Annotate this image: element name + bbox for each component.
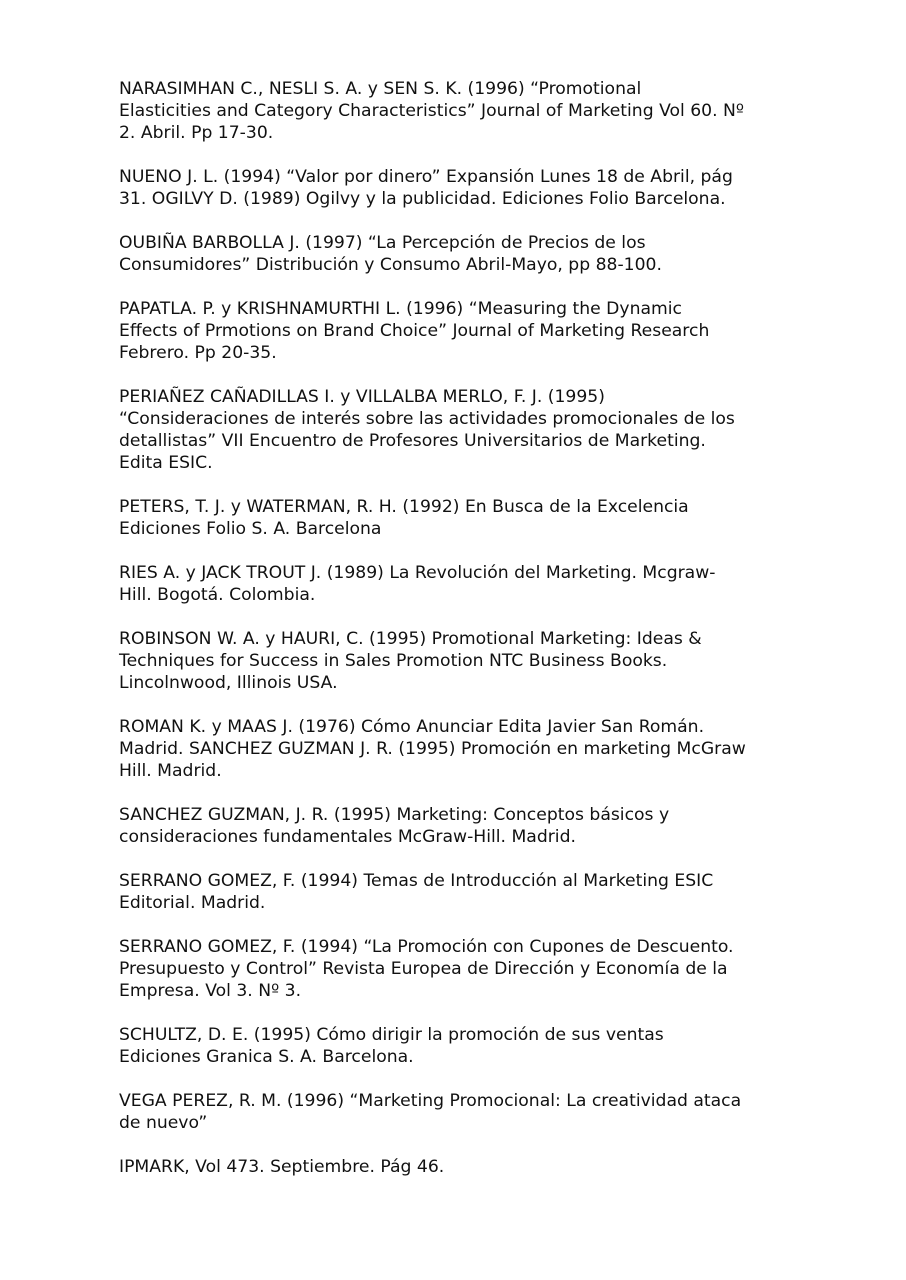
reference-line: Edita ESIC. bbox=[119, 453, 213, 473]
reference-line: Ediciones Folio S. A. Barcelona bbox=[119, 519, 382, 539]
reference-line: Techniques for Success in Sales Promotion NTC Business Books. bbox=[119, 651, 668, 671]
reference-entry-serrano-gomez-temas bbox=[119, 870, 819, 914]
reference-line: PAPATLA. P. y KRISHNAMURTHI L. (1996) “Measuring the Dynamic bbox=[119, 299, 682, 319]
reference-line: detallistas” VII Encuentro de Profesores Universitarios de Marketing. bbox=[119, 431, 706, 451]
reference-line: ROMAN K. y MAAS J. (1976) Cómo Anunciar Edita Javier San Román. bbox=[119, 717, 705, 737]
reference-entry-ries bbox=[119, 562, 819, 606]
reference-entry-roman bbox=[119, 716, 819, 782]
reference-line: Effects of Prmotions on Brand Choice” Journal of Marketing Research bbox=[119, 321, 710, 341]
reference-line: NUENO J. L. (1994) “Valor por dinero” Expansión Lunes 18 de Abril, pág bbox=[119, 167, 733, 187]
reference-line: OUBIÑA BARBOLLA J. (1997) “La Percepción de Precios de los bbox=[119, 233, 646, 253]
reference-line: Febrero. Pp 20-35. bbox=[119, 343, 277, 363]
reference-entry-robinson bbox=[119, 628, 819, 694]
reference-line: RIES A. y JACK TROUT J. (1989) La Revolución del Marketing. Mcgraw- bbox=[119, 563, 716, 583]
document-page bbox=[119, 78, 819, 1200]
reference-line: 2. Abril. Pp 17-30. bbox=[119, 123, 274, 143]
reference-line: Hill. Bogotá. Colombia. bbox=[119, 585, 316, 605]
reference-entry-papatla bbox=[119, 298, 819, 364]
reference-line: Elasticities and Category Characteristics” Journal of Marketing Vol 60. Nº bbox=[119, 101, 745, 121]
reference-line: VEGA PEREZ, R. M. (1996) “Marketing Promocional: La creatividad ataca bbox=[119, 1091, 742, 1111]
reference-line: de nuevo” bbox=[119, 1113, 208, 1133]
reference-entry-narasimhan bbox=[119, 78, 819, 144]
reference-entry-ipmark bbox=[119, 1156, 819, 1178]
reference-line: “Consideraciones de interés sobre las actividades promocionales de los bbox=[119, 409, 735, 429]
reference-entry-schultz bbox=[119, 1024, 819, 1068]
reference-entry-perianez bbox=[119, 386, 819, 474]
reference-line: Empresa. Vol 3. Nº 3. bbox=[119, 981, 302, 1001]
reference-line: SERRANO GOMEZ, F. (1994) “La Promoción con Cupones de Descuento. bbox=[119, 937, 734, 957]
reference-line: 31. OGILVY D. (1989) Ogilvy y la publicidad. Ediciones Folio Barcelona. bbox=[119, 189, 726, 209]
reference-line: Hill. Madrid. bbox=[119, 761, 222, 781]
reference-line: ROBINSON W. A. y HAURI, C. (1995) Promotional Marketing: Ideas & bbox=[119, 629, 702, 649]
reference-list bbox=[119, 78, 819, 1178]
reference-line: IPMARK, Vol 473. Septiembre. Pág 46. bbox=[119, 1157, 445, 1177]
reference-line: NARASIMHAN C., NESLI S. A. y SEN S. K. (1996) “Promotional bbox=[119, 79, 642, 99]
reference-line: Consumidores” Distribución y Consumo Abril-Mayo, pp 88-100. bbox=[119, 255, 662, 275]
reference-line: PERIAÑEZ CAÑADILLAS I. y VILLALBA MERLO, F. J. (1995) bbox=[119, 387, 605, 407]
reference-entry-peters bbox=[119, 496, 819, 540]
reference-entry-vega-perez bbox=[119, 1090, 819, 1134]
reference-line: SERRANO GOMEZ, F. (1994) Temas de Introducción al Marketing ESIC bbox=[119, 871, 714, 891]
reference-entry-nueno bbox=[119, 166, 819, 210]
reference-line: consideraciones fundamentales McGraw-Hill. Madrid. bbox=[119, 827, 576, 847]
reference-entry-sanchez-guzman bbox=[119, 804, 819, 848]
reference-line: SANCHEZ GUZMAN, J. R. (1995) Marketing: Conceptos básicos y bbox=[119, 805, 670, 825]
reference-line: SCHULTZ, D. E. (1995) Cómo dirigir la promoción de sus ventas bbox=[119, 1025, 664, 1045]
reference-entry-oubina bbox=[119, 232, 819, 276]
reference-line: Ediciones Granica S. A. Barcelona. bbox=[119, 1047, 414, 1067]
reference-line: Presupuesto y Control” Revista Europea de Dirección y Economía de la bbox=[119, 959, 728, 979]
reference-line: Editorial. Madrid. bbox=[119, 893, 266, 913]
reference-line: Madrid. SANCHEZ GUZMAN J. R. (1995) Promoción en marketing McGraw bbox=[119, 739, 746, 759]
reference-line: Lincolnwood, Illinois USA. bbox=[119, 673, 338, 693]
reference-line: PETERS, T. J. y WATERMAN, R. H. (1992) En Busca de la Excelencia bbox=[119, 497, 689, 517]
reference-entry-serrano-gomez-cupones bbox=[119, 936, 819, 1002]
